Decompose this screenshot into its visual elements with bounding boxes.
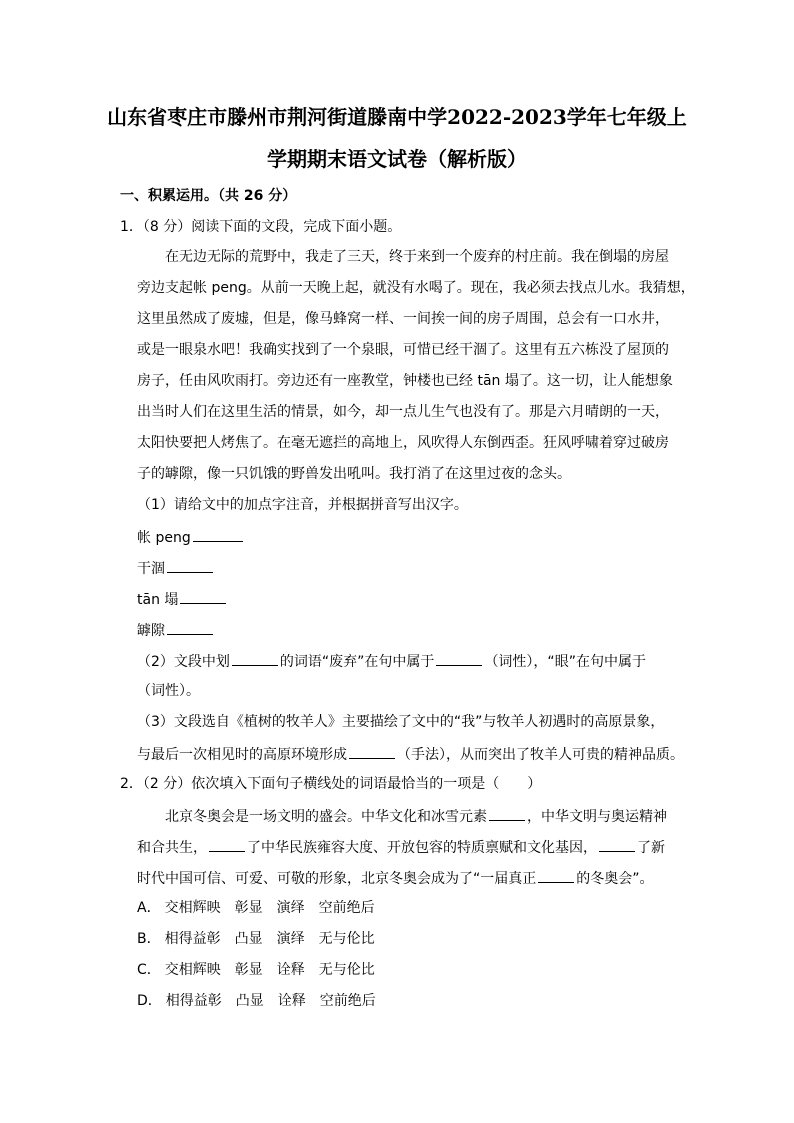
sub-question-3-text: （手法），从而突出了牧羊人可贵的精神品质。 — [397, 747, 684, 763]
q2-passage-text: 的冬奥会”。 — [576, 871, 654, 887]
option-letter: C． — [137, 962, 161, 978]
option-word: 空前绝后 — [319, 993, 376, 1009]
sub-question-3-cont — [137, 743, 684, 765]
question-1-stem: 1．（8 分）阅读下面的文段，完成下面小题。 — [120, 219, 402, 235]
option-letter: B． — [137, 931, 161, 947]
answer-blank[interactable] — [209, 836, 245, 852]
q2-passage-line — [165, 805, 667, 827]
option-word: 交相辉映 — [164, 900, 221, 916]
option-word: 无与伦比 — [318, 962, 375, 978]
option-word: 彰显 — [234, 900, 263, 916]
answer-blank[interactable] — [180, 588, 226, 604]
answer-blank[interactable] — [167, 619, 213, 635]
q2-passage-text: 了中华民族雍容大度、开放包容的特质禀赋和文化基因， — [247, 840, 597, 856]
q2-passage-line — [137, 836, 665, 858]
answer-item-label: tān 塌 — [137, 592, 179, 608]
page-title-line-2: 学期期末语文试卷（解析版） — [267, 147, 527, 171]
answer-item — [137, 557, 215, 579]
sub-question-2-text: 的词语“废弃”在句中属于 — [279, 654, 435, 670]
passage-line: 或是一眼泉水吧！我确实找到了一个泉眼，可惜已经干涸了。这里有五六栋没了屋顶的 — [137, 342, 669, 358]
option-d[interactable] — [137, 991, 390, 1011]
answer-blank[interactable] — [232, 650, 278, 666]
q2-passage-text: ，中华文明与奥运精神 — [527, 809, 667, 825]
section-heading: 一、积累运用。（共 26 分） — [120, 188, 297, 204]
option-word: 凸显 — [235, 993, 264, 1009]
answer-blank[interactable] — [193, 526, 243, 542]
answer-item-label: 帐 peng — [137, 530, 191, 546]
option-word: 交相辉映 — [164, 962, 221, 978]
passage-line: 太阳快要把人烤焦了。在毫无遮拦的高地上，风吹得人东倒西歪。狂风呼啸着穿过破房 — [137, 435, 669, 451]
option-letter: D． — [137, 993, 162, 1009]
option-word: 演绎 — [276, 931, 305, 947]
option-word: 相得益彰 — [165, 993, 222, 1009]
q2-passage-text: 北京冬奥会是一场文明的盛会。中华文化和冰雪元素 — [165, 809, 487, 825]
sub-question-3: （3）文段选自《植树的牧羊人》主要描绘了文中的“我”与牧羊人初遇时的高原景象， — [137, 714, 665, 730]
sub-question-3-text: 与最后一次相见时的高原环境形成 — [137, 747, 347, 763]
q2-passage-line — [137, 867, 654, 889]
passage-line: 房子，任由风吹雨打。旁边还有一座教堂，钟楼也已经 tān 塌了。这一切，让人能想象 — [137, 373, 673, 389]
sub-question-2-end: （词性）。 — [137, 683, 200, 699]
sub-question-1: （1）请给文中的加点字注音，并根据拼音写出汉字。 — [137, 497, 468, 513]
answer-blank[interactable] — [489, 805, 525, 821]
q2-passage-text: 了新 — [637, 840, 665, 856]
passage-line: 这里虽然成了废墟，但是，像马蜂窝一样、一间挨一间的房子周围，总会有一口水井， — [137, 311, 669, 327]
q2-passage-text: 和合共生， — [137, 840, 207, 856]
question-2-stem: 2．（2 分）依次填入下面句子横线处的词语最恰当的一项是（ ） — [120, 776, 542, 792]
answer-blank[interactable] — [436, 650, 482, 666]
passage-line: 旁边支起帐 peng。从前一天晚上起，就没有水喝了。现在，我必须去找点儿水。我猜想， — [137, 280, 695, 296]
answer-item-label: 干涸 — [137, 561, 165, 577]
passage-line: 出当时人们在这里生活的情景，如今，却一点儿生气也没有了。那是六月晴朗的一天， — [137, 404, 669, 420]
passage-line: 在无边无际的荒野中，我走了三天，终于来到一个废弃的村庄前。我在倒塌的房屋 — [165, 249, 669, 265]
answer-item — [137, 619, 215, 641]
answer-blank[interactable] — [167, 557, 213, 573]
option-word: 相得益彰 — [164, 931, 221, 947]
answer-item-label: 罅隙 — [137, 623, 165, 639]
option-word: 演绎 — [276, 900, 305, 916]
answer-item — [137, 588, 228, 610]
answer-blank[interactable] — [538, 867, 574, 883]
passage-line: 子的罅隙，像一只饥饿的野兽发出吼叫。我打消了在这里过夜的念头。 — [137, 466, 571, 482]
option-letter: A． — [137, 900, 161, 916]
option-b[interactable] — [137, 929, 389, 949]
option-word: 诠释 — [276, 962, 305, 978]
option-word: 凸显 — [234, 931, 263, 947]
option-word: 无与伦比 — [318, 931, 375, 947]
option-word: 空前绝后 — [318, 900, 375, 916]
page-title-line-1: 山东省枣庄市滕州市荆河街道滕南中学2022-2023学年七年级上 — [107, 105, 687, 129]
answer-item — [137, 526, 245, 548]
sub-question-2-text: （2）文段中划 — [137, 654, 230, 670]
sub-question-2 — [137, 650, 646, 672]
answer-blank[interactable] — [349, 743, 395, 759]
q2-passage-text: 时代中国可信、可爱、可敬的形象，北京冬奥会成为了“一届真正 — [137, 871, 537, 887]
option-word: 诠释 — [277, 993, 306, 1009]
option-c[interactable] — [137, 960, 389, 980]
option-a[interactable] — [137, 898, 389, 918]
option-word: 彰显 — [234, 962, 263, 978]
answer-blank[interactable] — [599, 836, 635, 852]
sub-question-2-text: （词性），“眼”在句中属于 — [484, 654, 646, 670]
